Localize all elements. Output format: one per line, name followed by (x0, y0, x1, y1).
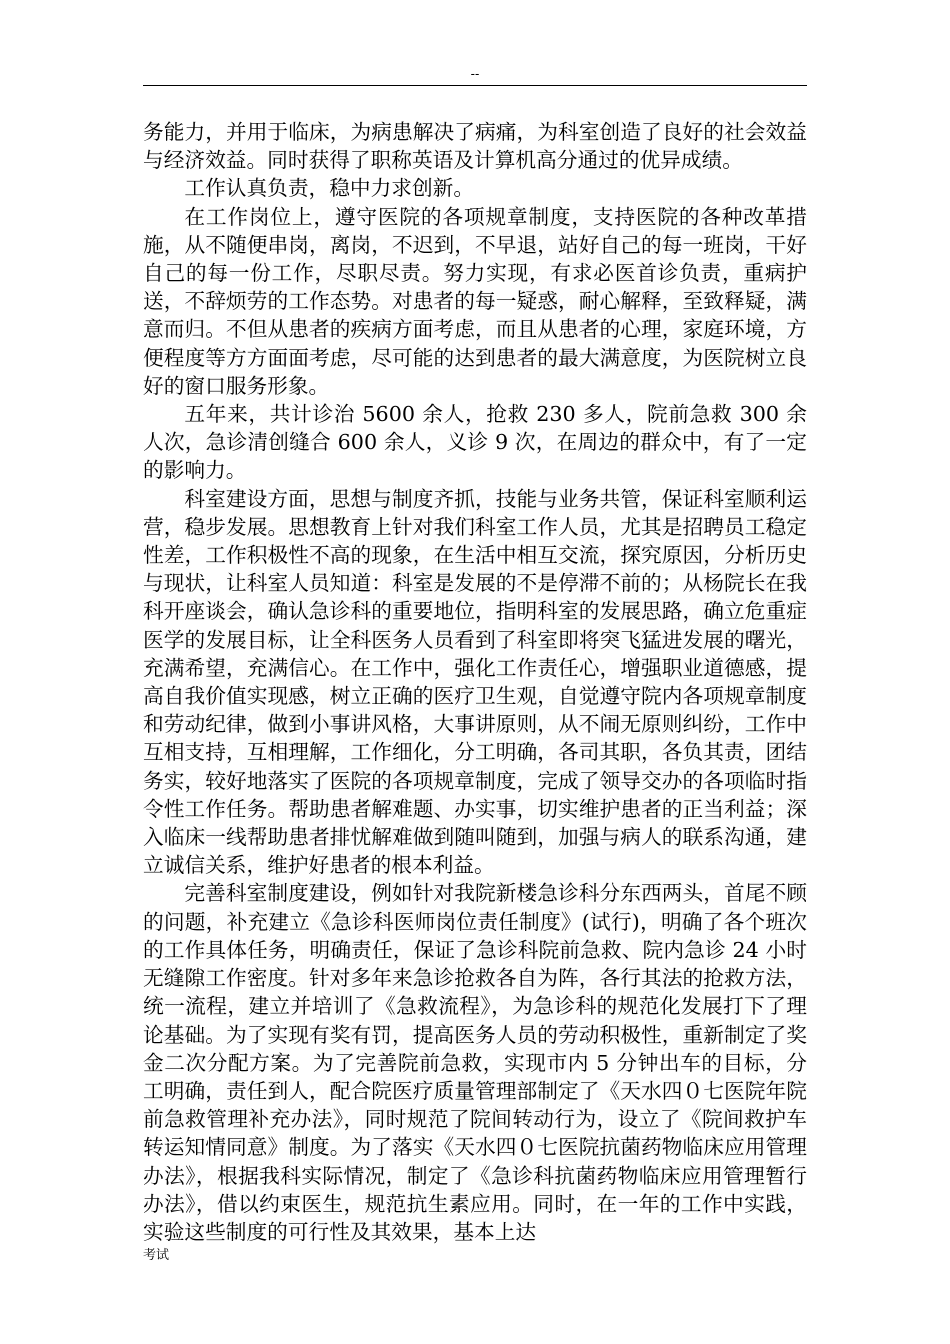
paragraph-heading: 工作认真负责，稳中力求创新。 (184, 176, 475, 201)
paragraph-system-building: 完善科室制度建设，例如针对我院新楼急诊科分东西两头，首尾不顾的问题，补充建立《急诊科医师岗位责任制度》(试行)，明确了各个班次的工作具体任务，明确责任，保证了急诊科院前急救、院内急诊 24 小时无缝隙工作密度。针对多年来急诊抢救各自为阵，各行其法的抢救方法，统一流程，建立并培训了《急救流程》，为急诊科的规范化发展打下了理论基础。为了实现有奖有罚，提高医务人员的劳动积极性，重新制定了奖金二次分配方案。为了完善院前急救，实现市内 5 分钟出车的目标，分工明确，责任到人，配合院医疗质量管理部制定了《天水四０七医院年院前急救管理补充办法》，同时规范了院间转动行为，设立了《院间救护车转运知情同意》制度。为了落实《天水四０七医院抗菌药物临床应用管理办法》，根据我科实际情况，制定了《急诊科抗菌药物临床应用管理暂行办法》，借以约束医生，规范抗生素应用。同时，在一年的工作中实践，实验这些制度的可行性及其效果，基本上达 (143, 881, 807, 1244)
paragraph-department-building: 科室建设方面，思想与制度齐抓，技能与业务共管，保证科室顺利运营，稳步发展。思想教育上针对我们科室工作人员，尤其是招聘员工稳定性差，工作积极性不高的现象，在生活中相互交流，探究原因，分析历史与现状，让科室人员知道：科室是发展的不是停滞不前的；从杨院长在我科开座谈会，确认急诊科的重要地位，指明科室的发展思路，确立危重症医学的发展目标，让全科医务人员看到了科室即将突飞猛进发展的曙光，充满希望，充满信心。在工作中，强化工作责任心，增强职业道德感，提高自我价值实现感，树立正确的医疗卫生观，自觉遵守院内各项规章制度和劳动纪律，做到小事讲风格，大事讲原则，从不闹无原则纠纷，工作中互相支持，互相理解，工作细化，分工明确，各司其职，各负其责，团结务实，较好地落实了医院的各项规章制度，完成了领导交办的各项临时指令性工作任务。帮助患者解难题、办实事，切实维护患者的正当利益；深入临床一线帮助患者排忧解难做到随叫随到，加强与病人的联系沟通，建立诚信关系，维护好患者的根本利益。 (143, 486, 807, 878)
paragraph-continuation: 务能力，并用于临床，为病患解决了病痛，为科室创造了良好的社会效益与经济效益。同时获得了职称英语及计算机高分通过的优异成绩。 (143, 120, 807, 173)
document-body (143, 118, 807, 1246)
header-divider (143, 85, 807, 86)
paragraph-duty: 在工作岗位上，遵守医院的各项规章制度，支持医院的各种改革措施，从不随便串岗，离岗，不迟到，不早退，站好自己的每一班岗，干好自己的每一份工作，尽职尽责。努力实现，有求必医首诊负责，重病护送，不辞烦劳的工作态势。对患者的每一疑惑，耐心解释，至致释疑，满意而归。不但从患者的疾病方面考虑，而且从患者的心理，家庭环境，方便程度等方方面面考虑，尽可能的达到患者的最大满意度，为医院树立良好的窗口服务形象。 (143, 204, 807, 398)
page-footer-label: 考试 (143, 1248, 170, 1263)
paragraph-statistics: 五年来，共计诊治 5600 余人，抢救 230 多人，院前急救 300 余人次，急诊清创缝合 600 余人，义诊 9 次，在周边的群众中，有了一定的影响力。 (143, 402, 807, 483)
page-header-mark: -- (470, 66, 480, 81)
